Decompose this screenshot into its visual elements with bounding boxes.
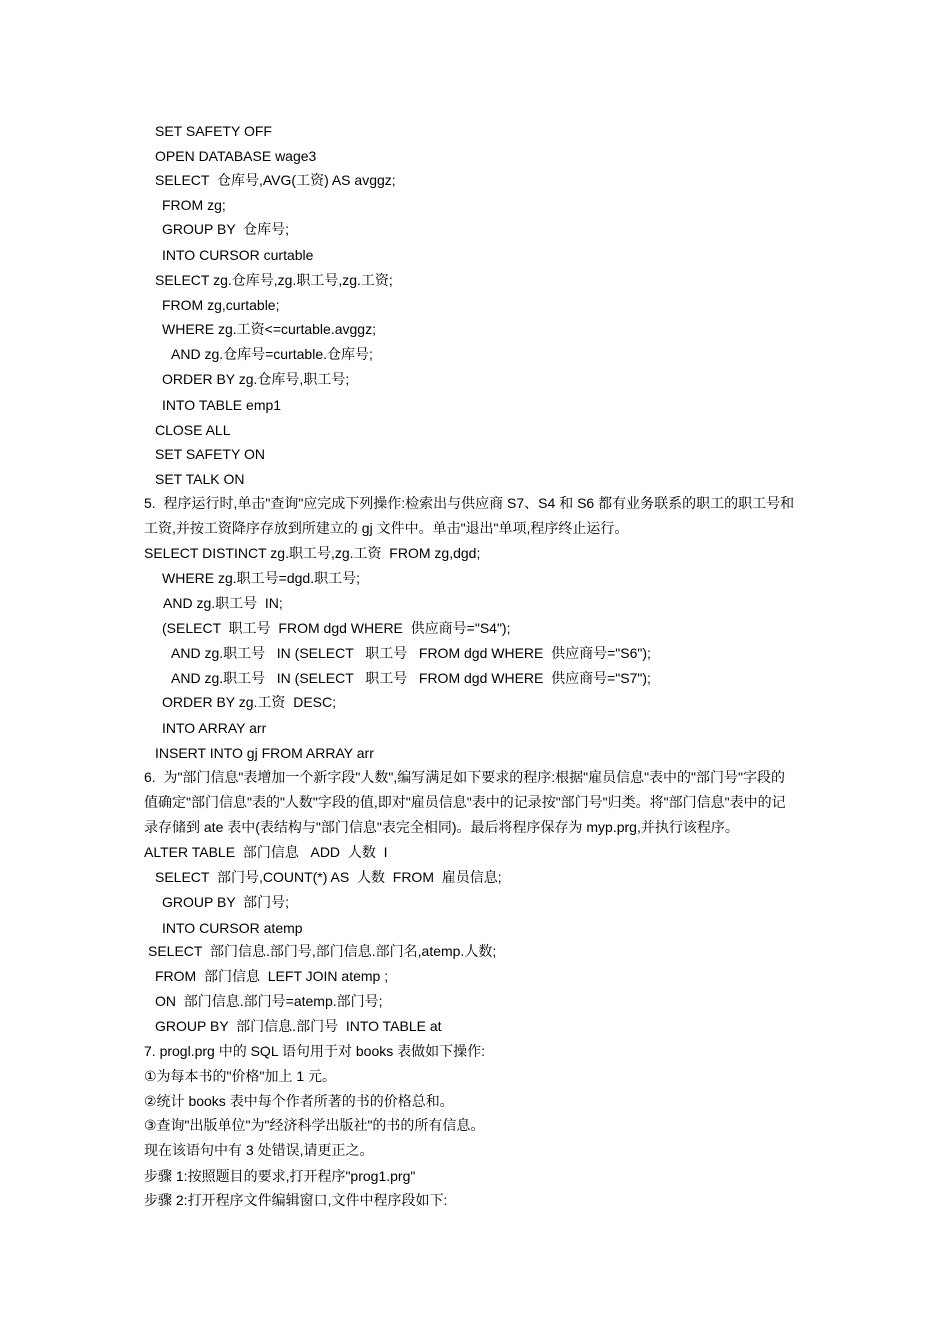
code-line: AND zg.职工号 IN; <box>163 595 283 611</box>
paragraph-line: ②统计 books 表中每个作者所著的书的价格总和。 <box>144 1093 454 1109</box>
code-line: (SELECT 职工号 FROM dgd WHERE 供应商号="S4"); <box>162 620 511 636</box>
code-line: INSERT INTO gj FROM ARRAY arr <box>155 745 374 761</box>
code-line: WHERE zg.工资<=curtable.avggz; <box>162 321 376 337</box>
code-line: FROM zg,curtable; <box>162 297 280 313</box>
paragraph-line: ①为每本书的"价格"加上 1 元。 <box>144 1068 337 1084</box>
code-line: INTO ARRAY arr <box>162 720 267 736</box>
code-line: FROM zg; <box>162 197 226 213</box>
code-line: SELECT 部门信息.部门号,部门信息.部门名,atemp.人数; <box>148 943 497 959</box>
code-line: ALTER TABLE 部门信息 ADD 人数 I <box>144 844 388 860</box>
paragraph-line: 值确定"部门信息"表的"人数"字段的值,即对"雇员信息"表中的记录按"部门号"归类。将"部门信息"表中的记 <box>144 794 786 810</box>
code-line: ORDER BY zg.仓库号,职工号; <box>162 371 350 387</box>
code-line: AND zg.仓库号=curtable.仓库号; <box>171 346 373 362</box>
code-line: GROUP BY 仓库号; <box>162 221 290 237</box>
code-line: ORDER BY zg.工资 DESC; <box>162 694 337 710</box>
code-line: GROUP BY 部门号; <box>162 894 290 910</box>
code-line: FROM 部门信息 LEFT JOIN atemp ; <box>155 968 389 984</box>
code-line: INTO CURSOR curtable <box>162 247 314 263</box>
code-line: GROUP BY 部门信息.部门号 INTO TABLE at <box>155 1018 442 1034</box>
code-line: ON 部门信息.部门号=atemp.部门号; <box>155 993 383 1009</box>
code-line: SET TALK ON <box>155 471 245 487</box>
code-line: INTO TABLE emp1 <box>162 397 282 413</box>
code-line: SELECT zg.仓库号,zg.职工号,zg.工资; <box>155 272 393 288</box>
paragraph-line: 6. 为"部门信息"表增加一个新字段"人数",编写满足如下要求的程序:根据"雇员信息"表中的"部门号"字段的 <box>144 769 785 785</box>
code-line: SELECT 仓库号,AVG(工资) AS avggz; <box>155 172 396 188</box>
code-line: OPEN DATABASE wage3 <box>155 148 317 164</box>
paragraph-line: 5. 程序运行时,单击"查询"应完成下列操作:检索出与供应商 S7、S4 和 S6 都有业务联系的职工的职工号和 <box>144 495 795 511</box>
code-line: SELECT 部门号,COUNT(*) AS 人数 FROM 雇员信息; <box>155 869 502 885</box>
paragraph-line: 步骤 1:按照题目的要求,打开程序"prog1.prg" <box>144 1168 416 1184</box>
code-line: CLOSE ALL <box>155 422 231 438</box>
paragraph-line: 7. progl.prg 中的 SQL 语句用于对 books 表做如下操作: <box>144 1043 486 1059</box>
paragraph-line: 录存储到 ate 表中(表结构与"部门信息"表完全相同)。最后将程序保存为 myp.prg,并执行该程序。 <box>144 819 739 835</box>
paragraph-line: 现在该语句中有 3 处错误,请更正之。 <box>144 1142 374 1158</box>
paragraph-line: 工资,并按工资降序存放到所建立的 gj 文件中。单击"退出"单项,程序终止运行。 <box>144 520 629 536</box>
paragraph-line: ③查询"出版单位"为"经济科学出版社"的书的所有信息。 <box>144 1117 485 1133</box>
code-line: AND zg.职工号 IN (SELECT 职工号 FROM dgd WHERE 供应商号="S7"); <box>171 670 651 686</box>
code-line: WHERE zg.职工号=dgd.职工号; <box>162 570 360 586</box>
code-line: AND zg.职工号 IN (SELECT 职工号 FROM dgd WHERE 供应商号="S6"); <box>171 645 651 661</box>
code-line: SET SAFETY OFF <box>155 123 272 139</box>
code-line: SET SAFETY ON <box>155 446 265 462</box>
code-line: SELECT DISTINCT zg.职工号,zg.工资 FROM zg,dgd; <box>144 545 481 561</box>
code-line: INTO CURSOR atemp <box>162 920 303 936</box>
paragraph-line: 步骤 2:打开程序文件编辑窗口,文件中程序段如下: <box>144 1192 448 1208</box>
